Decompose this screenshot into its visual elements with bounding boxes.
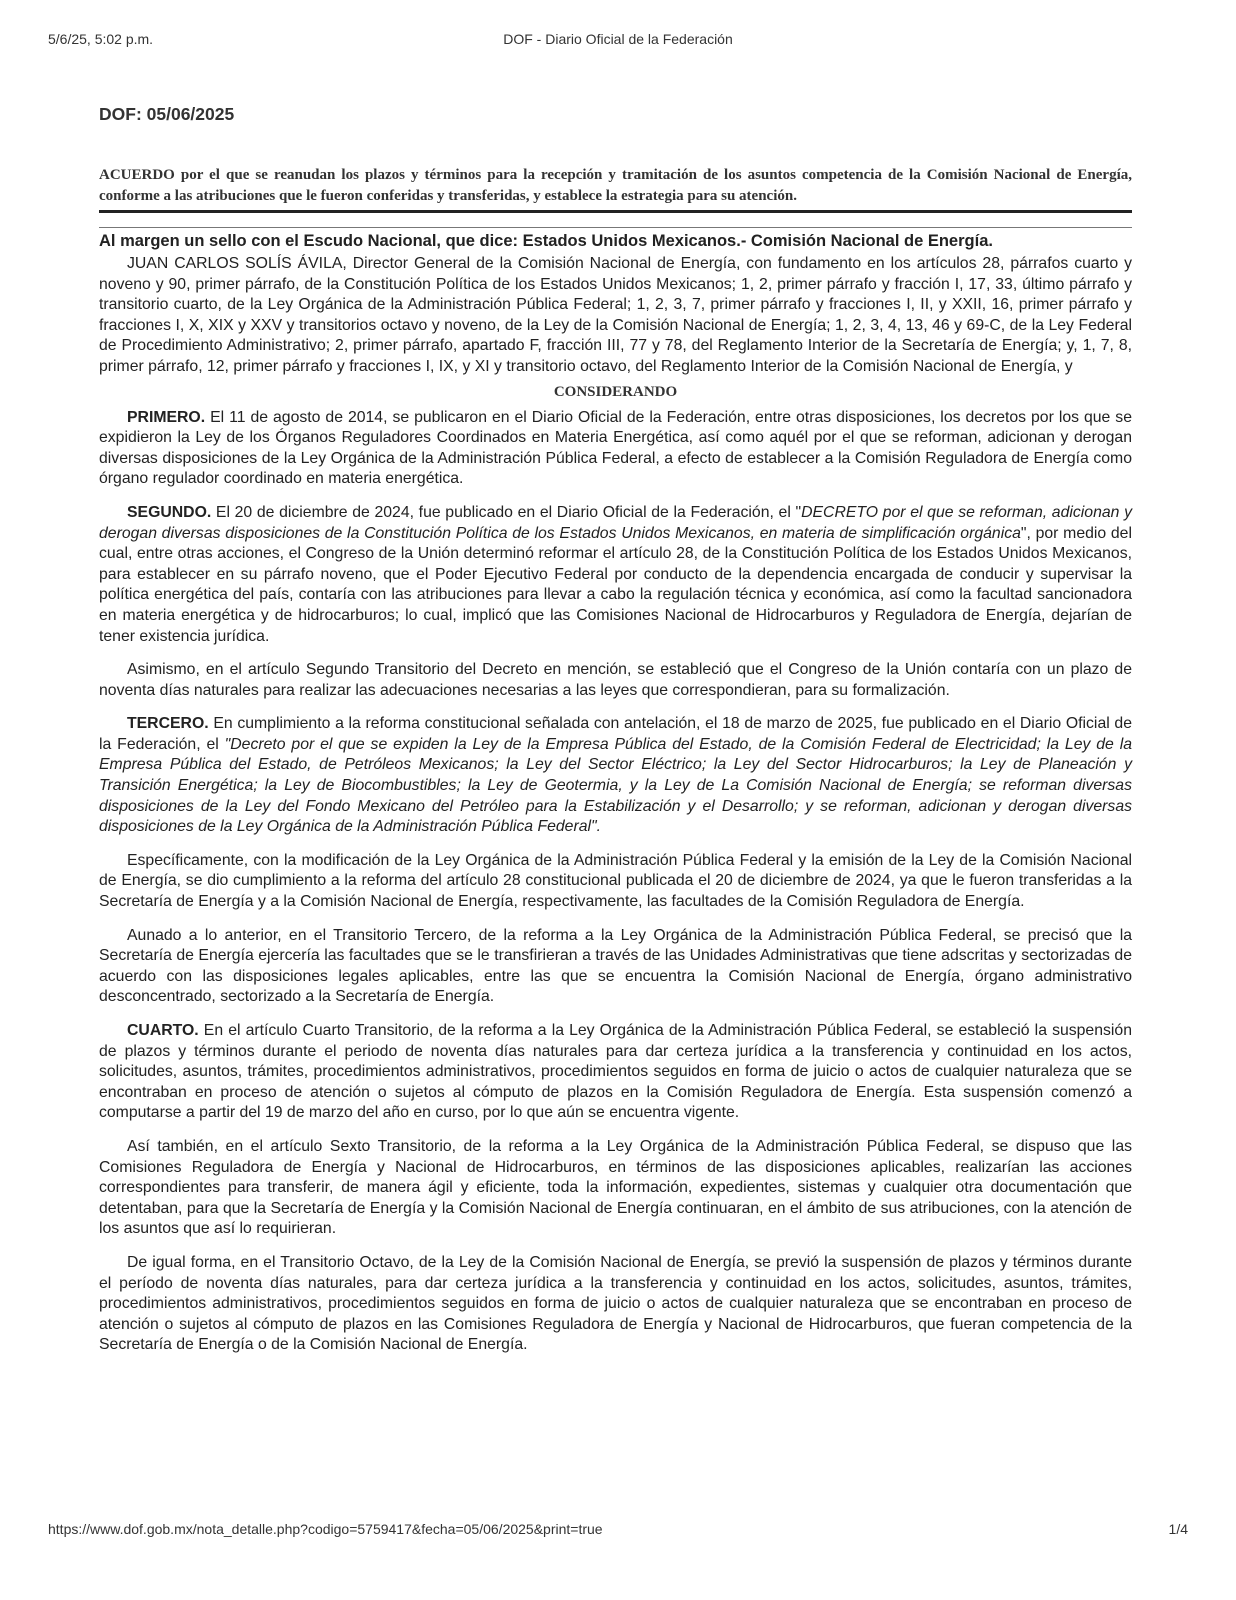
page-number: 1/4 bbox=[1168, 1521, 1188, 1537]
preamble-paragraph: JUAN CARLOS SOLÍS ÁVILA, Director General de la Comisión Nacional de Energía, con fundamento en los artículos 28, párrafos cuarto y noveno y 90, primer párrafo, de la Constitución Política de los Estados Unidos Mexicanos; 1, 2, primer párrafo y fracción I, 17, 33, último párrafo y transitorio cuarto, de la Ley Orgánica de la Administración Pública Federal; 1, 2, 3, 7, primer párrafo y fracciones I, II, y XXII, 16, primer párrafo y fracciones I, X, XIX y XXV y transitorios octavo y noveno, de la Ley de la Comisión Nacional de Energía; 1, 2, 3, 4, 13, 46 y 69-C, de la Ley Federal de Procedimiento Administrativo; 2, primer párrafo, apartado F, fracción III, 77 y 78, del Reglamento Interior de la Secretaría de Energía; y, 1, 7, 8, primer párrafo, 12, primer párrafo y fracciones I, IX, y XI y transitorio octavo, del Reglamento Interior de la Comisión Nacional de Energía, y bbox=[99, 255, 1132, 375]
print-page-title: DOF - Diario Oficial de la Federación bbox=[503, 31, 733, 47]
document-content bbox=[99, 104, 1132, 1369]
cuarto-text: En el artículo Cuarto Transitorio, de la reforma a la Ley Orgánica de la Administración Pública Federal, se estableció la suspensión de plazos y términos durante el periodo de noventa días naturales para dar certeza jurídica a la transferencia y continuidad en los actos, solicitudes, asuntos, trámites, procedimientos administrativos, procedimientos seguidos en forma de juicio o actos de cualquier naturaleza que se encontraban en proceso de atención o sujetos al cómputo de plazos en la Comisión Reguladora de Energía. Esta suspensión comenzó a computarse a partir del 19 de marzo del año en curso, por lo que aún se encuentra vigente. bbox=[99, 1022, 1132, 1122]
cuarto-label: CUARTO. bbox=[127, 1022, 199, 1039]
dof-date: DOF: 05/06/2025 bbox=[99, 104, 235, 124]
considerando-heading: CONSIDERANDO bbox=[553, 383, 678, 400]
cuarto-paragraph bbox=[99, 1021, 1132, 1124]
cuarto-de-igual-forma-paragraph: De igual forma, en el Transitorio Octavo, de la Ley de la Comisión Nacional de Energía, se previó la suspensión de plazos y términos durante el período de noventa días naturales, para dar certeza jurídica a la transferencia y continuidad en los actos, solicitudes, asuntos, trámites, procedimientos administrativos, procedimientos seguidos en forma de juicio o actos de cualquier naturaleza que se encontraban en proceso de atención o sujetos al cómputo de plazos en las Comisiones Reguladora de Energía y Nacional de Hidrocarburos, que fueran competencia de la Secretaría de Energía o de la Comisión Nacional de Energía. bbox=[99, 1253, 1132, 1354]
title-divider-thin bbox=[99, 227, 1132, 228]
print-header bbox=[48, 31, 1188, 51]
tercero-decreto-title: "Decreto por el que se expiden la Ley de la Empresa Pública del Estado, de la Comisión Federal de Electricidad; la Ley de la Empresa Pública del Estado, de Petróleos Mexicanos; la Ley del Sector Eléctrico; la Ley del Sector Hidrocarburos; la Ley de Planeación y Transición Energética; la Ley de Biocombustibles; la Ley de Geotermia, y la Ley de La Comisión Nacional de Energía; se reforman diversas disposiciones de la Ley del Fondo Mexicano del Petróleo para la Estabilización y el Desarrollo; y se reforman, adicionan y derogan diversas disposiciones de la Ley Orgánica de la Administración Pública Federal". bbox=[99, 735, 1132, 836]
segundo-text-a: El 20 de diciembre de 2024, fue publicado en el Diario Oficial de la Federación, el " bbox=[211, 503, 802, 521]
title-divider-thick bbox=[99, 210, 1132, 213]
print-url[interactable]: https://www.dof.gob.mx/nota_detalle.php?codigo=5759417&fecha=05/06/2025&print=true bbox=[48, 1521, 603, 1537]
print-footer bbox=[48, 1521, 1188, 1541]
segundo-text-b: ", por medio del cual, entre otras acciones, el Congreso de la Unión determinó reformar el artículo 28, de la Constitución Política de los Estados Unidos Mexicanos, para establecer en su párrafo noveno, que el Poder Ejecutivo Federal por conducto de la dependencia encargada de conducir y supervisar la política energética del país, contaría con las atribuciones para llevar a cabo la regulación técnica y económica, así como la facultad sancionadora en materia energética y de hidrocarburos; lo cual, implicó que las Comisiones Nacional de Hidrocarburos y Reguladora de Energía, dejarían de tener existencia jurídica. bbox=[99, 524, 1132, 645]
segundo-label: SEGUNDO. bbox=[127, 503, 212, 521]
tercero-text-a: En cumplimiento a la reforma constitucional señalada con antelación, el 18 de marzo de 2025, fue publicado en el Diario Oficial de la Federación, el bbox=[99, 715, 1132, 753]
sello-line: Al margen un sello con el Escudo Nacional, que dice: Estados Unidos Mexicanos.- Comisión Nacional de Energía. bbox=[99, 232, 993, 250]
print-datetime: 5/6/25, 5:02 p.m. bbox=[48, 31, 154, 47]
cuarto-asi-tambien-paragraph: Así también, en el artículo Sexto Transitorio, de la reforma a la Ley Orgánica de la Administración Pública Federal, se dispuso que las Comisiones Reguladora de Energía y Nacional de Hidrocarburos, en términos de las disposiciones aplicables, realizarían las acciones correspondientes para transferir, de manera ágil y eficiente, toda la información, expedientes, sistemas y cualquier otra documentación que detentaban, para que la Secretaría de Energía y la Comisión Nacional de Energía continuaran, en el ámbito de sus atribuciones, con la atención de los asuntos que así lo requirieran. bbox=[99, 1137, 1132, 1238]
tercero-aunado-paragraph: Aunado a lo anterior, en el Transitorio Tercero, de la reforma a la Ley Orgánica de la Administración Pública Federal, se precisó que la Secretaría de Energía ejercería las facultades que se le transfirieran a través de las Unidades Administrativas que tiene adscritas y sectorizadas de acuerdo con las disposiciones legales aplicables, entre las que se encuentra la Comisión Nacional de Energía, órgano administrativo desconcentrado, sectorizado a la Secretaría de Energía. bbox=[99, 926, 1132, 1006]
tercero-paragraph bbox=[99, 714, 1132, 838]
segundo-paragraph bbox=[99, 503, 1132, 647]
tercero-especificamente-paragraph: Específicamente, con la modificación de la Ley Orgánica de la Administración Pública Federal y la emisión de la Ley de la Comisión Nacional de Energía, se dio cumplimiento a la reforma del artículo 28 constitucional publicada el 20 de diciembre de 2024, ya que le fueron transferidas a la Secretaría de Energía y a la Comisión Nacional de Energía, respectivamente, las facultades de la Comisión Reguladora de Energía. bbox=[99, 851, 1132, 911]
tercero-label: TERCERO. bbox=[127, 715, 209, 733]
segundo-asimismo-paragraph: Asimismo, en el artículo Segundo Transitorio del Decreto en mención, se estableció que el Congreso de la Unión contaría con un plazo de noventa días naturales para realizar las adecuaciones necesarias a las leyes que correspondieran, para su formalización. bbox=[99, 661, 1132, 699]
primero-paragraph bbox=[99, 408, 1132, 490]
primero-text: El 11 de agosto de 2014, se publicaron en el Diario Oficial de la Federación, entre otras disposiciones, los decretos por los que se expidieron la Ley de los Órganos Reguladores Coordinados en Materia Energética, así como aquél por el que se reforman, adicionan y derogan diversas disposiciones de la Ley Orgánica de la Administración Pública Federal, a efecto de establecer a la Comisión Reguladora de Energía como órgano regulador coordinado en materia energética. bbox=[99, 408, 1132, 488]
primero-label: PRIMERO. bbox=[127, 408, 206, 426]
acuerdo-title: ACUERDO por el que se reanudan los plazos y términos para la recepción y tramitación de los asuntos competencia de la Comisión Nacional de Energía, conforme a las atribuciones que le fueron conferidas y transferidas, y establece la estrategia para su atención. bbox=[99, 167, 1132, 204]
segundo-decreto-title: DECRETO por el que se reforman, adicionan y derogan diversas disposiciones de la Constitución Política de los Estados Unidos Mexicanos, en materia de simplificación orgánica bbox=[99, 503, 1132, 542]
